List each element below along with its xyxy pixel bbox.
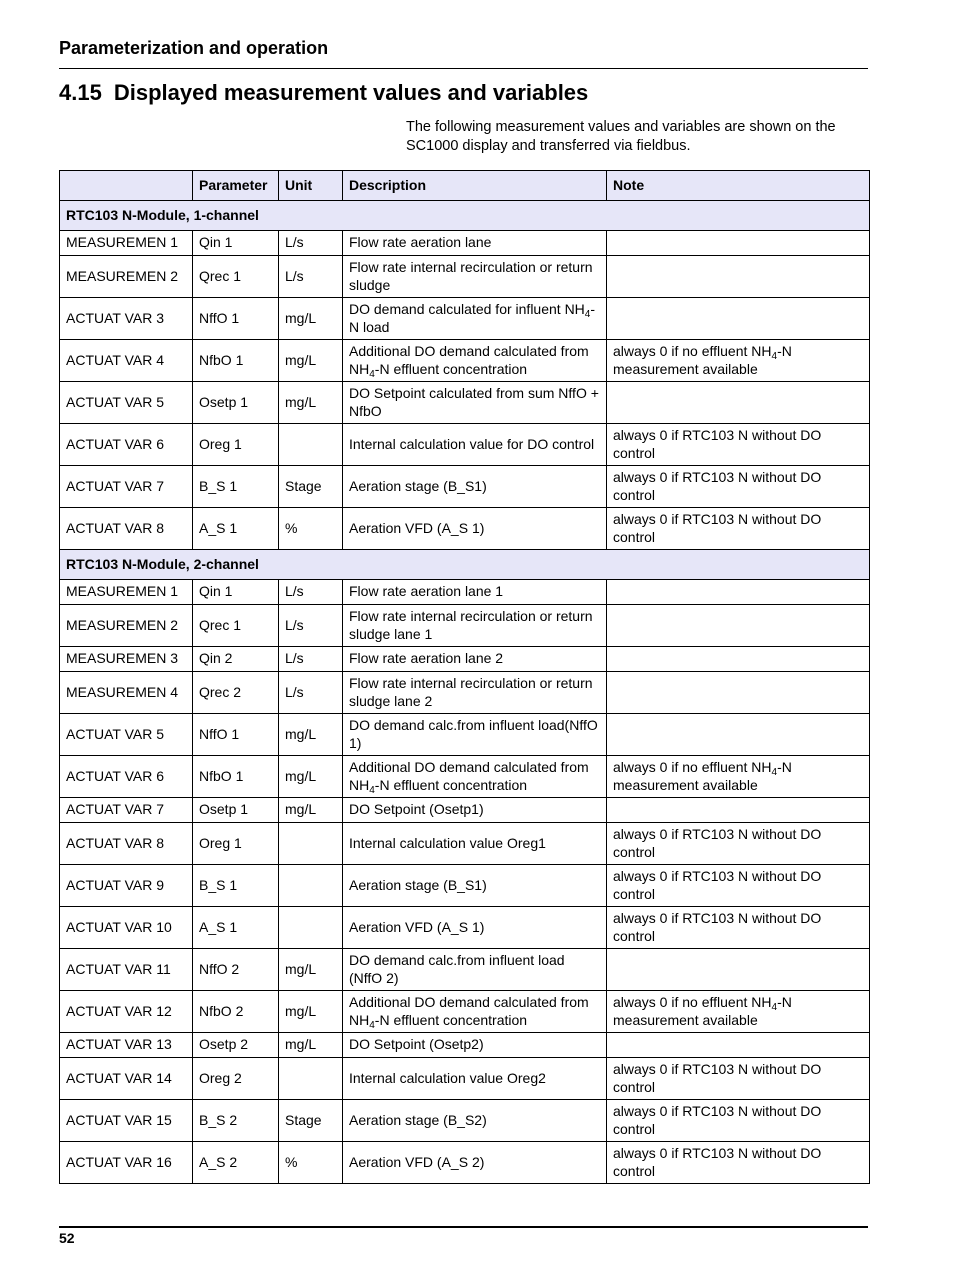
- running-header: Parameterization and operation: [59, 38, 329, 58]
- section-number: 4.15: [59, 80, 102, 105]
- cell-unit: [279, 424, 343, 466]
- cell-parameter: Osetp 1: [193, 382, 279, 424]
- cell-parameter: A_S 1: [193, 508, 279, 550]
- table-row: [60, 647, 870, 672]
- cell-parameter: A_S 2: [193, 1142, 279, 1184]
- table-row: [60, 580, 870, 605]
- cell-unit: mg/L: [279, 798, 343, 823]
- cell-description: Aeration VFD (A_S 2): [343, 1142, 607, 1184]
- cell-note: [607, 714, 870, 756]
- cell-parameter: NffO 1: [193, 298, 279, 340]
- cell-name: ACTUAT VAR 4: [60, 340, 193, 382]
- cell-parameter: Qin 1: [193, 580, 279, 605]
- table-row: [60, 1142, 870, 1184]
- cell-unit: mg/L: [279, 756, 343, 798]
- table-row: [60, 340, 870, 382]
- table-row: [60, 466, 870, 508]
- cell-note: always 0 if RTC103 N without DO control: [607, 424, 870, 466]
- cell-name: MEASUREMEN 2: [60, 605, 193, 647]
- cell-description: Additional DO demand calculated from $NH_4-N$ effluent concentration: [343, 340, 607, 382]
- cell-name: ACTUAT VAR 10: [60, 907, 193, 949]
- cell-note: always 0 if no effluent $NH_4-N$ measurement available: [607, 340, 870, 382]
- cell-description: Flow rate internal recirculation or return sludge lane 1: [343, 605, 607, 647]
- cell-unit: mg/L: [279, 714, 343, 756]
- table-row: [60, 907, 870, 949]
- table-header-row: [60, 171, 870, 201]
- cell-name: ACTUAT VAR 8: [60, 823, 193, 865]
- cell-note: [607, 382, 870, 424]
- header-cell-parameter: Parameter: [193, 171, 279, 201]
- cell-parameter: A_S 1: [193, 907, 279, 949]
- cell-note: [607, 798, 870, 823]
- cell-note: always 0 if no effluent $NH_4-N$ measurement available: [607, 756, 870, 798]
- group-title: RTC103 N-Module, 1-channel: [60, 201, 870, 231]
- cell-unit: Stage: [279, 1100, 343, 1142]
- footer-divider: [59, 1226, 868, 1228]
- parameter-table: [59, 170, 870, 1184]
- cell-parameter: Oreg 1: [193, 823, 279, 865]
- cell-note: always 0 if RTC103 N without DO control: [607, 1100, 870, 1142]
- table-row: [60, 508, 870, 550]
- table-row: [60, 823, 870, 865]
- table-row: [60, 605, 870, 647]
- table-row: [60, 949, 870, 991]
- cell-unit: L/s: [279, 672, 343, 714]
- group-header-row: [60, 201, 870, 231]
- cell-unit: mg/L: [279, 949, 343, 991]
- cell-unit: mg/L: [279, 340, 343, 382]
- cell-name: ACTUAT VAR 16: [60, 1142, 193, 1184]
- cell-note: [607, 1033, 870, 1058]
- cell-description: DO demand calculated for influent $NH_4-N$ load: [343, 298, 607, 340]
- header-cell-description: Description: [343, 171, 607, 201]
- cell-name: MEASUREMEN 1: [60, 580, 193, 605]
- cell-unit: L/s: [279, 647, 343, 672]
- cell-name: ACTUAT VAR 9: [60, 865, 193, 907]
- cell-parameter: NfbO 1: [193, 340, 279, 382]
- cell-name: ACTUAT VAR 6: [60, 756, 193, 798]
- cell-parameter: B_S 2: [193, 1100, 279, 1142]
- cell-note: [607, 256, 870, 298]
- cell-unit: Stage: [279, 466, 343, 508]
- cell-parameter: Oreg 1: [193, 424, 279, 466]
- cell-name: ACTUAT VAR 5: [60, 714, 193, 756]
- section-title-text: Displayed measurement values and variables: [113, 80, 589, 105]
- cell-unit: [279, 865, 343, 907]
- header-cell-note: Note: [607, 171, 870, 201]
- group-title: RTC103 N-Module, 2-channel: [60, 550, 870, 580]
- cell-description: DO demand calc.from influent load (NffO 2): [343, 949, 607, 991]
- cell-description: Flow rate aeration lane: [343, 231, 607, 256]
- cell-parameter: Qrec 2: [193, 672, 279, 714]
- cell-note: always 0 if RTC103 N without DO control: [607, 865, 870, 907]
- header-cell-name: [60, 171, 193, 201]
- cell-name: MEASUREMEN 4: [60, 672, 193, 714]
- cell-parameter: Qrec 1: [193, 605, 279, 647]
- cell-description: Flow rate aeration lane 1: [343, 580, 607, 605]
- cell-name: ACTUAT VAR 7: [60, 466, 193, 508]
- table-body: [60, 201, 870, 1184]
- cell-parameter: Qin 1: [193, 231, 279, 256]
- cell-description: Flow rate internal recirculation or return sludge lane 2: [343, 672, 607, 714]
- cell-description: Additional DO demand calculated from $NH_4-N$ effluent concentration: [343, 756, 607, 798]
- cell-description: DO demand calc.from influent load(NffO 1): [343, 714, 607, 756]
- cell-name: ACTUAT VAR 5: [60, 382, 193, 424]
- cell-description: Additional DO demand calculated from $NH_4-N$ effluent concentration: [343, 991, 607, 1033]
- cell-parameter: NffO 2: [193, 949, 279, 991]
- cell-unit: mg/L: [279, 298, 343, 340]
- table-row: [60, 865, 870, 907]
- cell-unit: L/s: [279, 580, 343, 605]
- group-header-row: [60, 550, 870, 580]
- cell-unit: %: [279, 1142, 343, 1184]
- cell-description: Aeration stage (B_S1): [343, 865, 607, 907]
- intro-paragraph: The following measurement values and variables are shown on the SC1000 display and transferred via fieldbus.: [406, 119, 836, 154]
- cell-name: MEASUREMEN 1: [60, 231, 193, 256]
- cell-unit: mg/L: [279, 991, 343, 1033]
- cell-unit: mg/L: [279, 382, 343, 424]
- cell-parameter: Osetp 1: [193, 798, 279, 823]
- cell-description: Internal calculation value for DO control: [343, 424, 607, 466]
- section-title: [59, 80, 588, 106]
- cell-name: ACTUAT VAR 3: [60, 298, 193, 340]
- cell-note: always 0 if RTC103 N without DO control: [607, 466, 870, 508]
- cell-note: always 0 if no effluent $NH_4-N$ measurement available: [607, 991, 870, 1033]
- table-row: [60, 798, 870, 823]
- table-row: [60, 1033, 870, 1058]
- cell-description: Internal calculation value Oreg2: [343, 1058, 607, 1100]
- cell-parameter: Qrec 1: [193, 256, 279, 298]
- cell-name: ACTUAT VAR 15: [60, 1100, 193, 1142]
- page-number: 52: [59, 1230, 75, 1246]
- header-cell-unit: Unit: [279, 171, 343, 201]
- cell-description: Flow rate internal recirculation or return sludge: [343, 256, 607, 298]
- cell-unit: %: [279, 508, 343, 550]
- table-row: [60, 672, 870, 714]
- table-row: [60, 298, 870, 340]
- cell-description: Aeration stage (B_S2): [343, 1100, 607, 1142]
- table-row: [60, 424, 870, 466]
- cell-note: always 0 if RTC103 N without DO control: [607, 907, 870, 949]
- cell-name: ACTUAT VAR 8: [60, 508, 193, 550]
- cell-name: ACTUAT VAR 7: [60, 798, 193, 823]
- cell-note: [607, 298, 870, 340]
- cell-parameter: NfbO 2: [193, 991, 279, 1033]
- cell-parameter: B_S 1: [193, 865, 279, 907]
- table-row: [60, 714, 870, 756]
- cell-description: Internal calculation value Oreg1: [343, 823, 607, 865]
- cell-parameter: NfbO 1: [193, 756, 279, 798]
- cell-name: ACTUAT VAR 13: [60, 1033, 193, 1058]
- cell-note: [607, 580, 870, 605]
- table-row: [60, 231, 870, 256]
- cell-note: always 0 if RTC103 N without DO control: [607, 508, 870, 550]
- cell-name: ACTUAT VAR 11: [60, 949, 193, 991]
- cell-unit: [279, 907, 343, 949]
- cell-description: Aeration stage (B_S1): [343, 466, 607, 508]
- cell-name: ACTUAT VAR 12: [60, 991, 193, 1033]
- cell-unit: L/s: [279, 231, 343, 256]
- cell-note: always 0 if RTC103 N without DO control: [607, 823, 870, 865]
- cell-unit: L/s: [279, 605, 343, 647]
- table-row: [60, 1058, 870, 1100]
- cell-unit: mg/L: [279, 1033, 343, 1058]
- cell-description: DO Setpoint (Osetp2): [343, 1033, 607, 1058]
- table-row: [60, 382, 870, 424]
- cell-name: ACTUAT VAR 14: [60, 1058, 193, 1100]
- cell-note: [607, 647, 870, 672]
- cell-name: ACTUAT VAR 6: [60, 424, 193, 466]
- cell-parameter: Oreg 2: [193, 1058, 279, 1100]
- cell-description: DO Setpoint (Osetp1): [343, 798, 607, 823]
- cell-description: Aeration VFD (A_S 1): [343, 508, 607, 550]
- cell-unit: [279, 823, 343, 865]
- table-row: [60, 756, 870, 798]
- cell-name: MEASUREMEN 2: [60, 256, 193, 298]
- cell-note: always 0 if RTC103 N without DO control: [607, 1142, 870, 1184]
- cell-description: Flow rate aeration lane 2: [343, 647, 607, 672]
- cell-parameter: Qin 2: [193, 647, 279, 672]
- cell-note: [607, 605, 870, 647]
- cell-name: MEASUREMEN 3: [60, 647, 193, 672]
- table-row: [60, 991, 870, 1033]
- cell-description: Aeration VFD (A_S 1): [343, 907, 607, 949]
- cell-note: always 0 if RTC103 N without DO control: [607, 1058, 870, 1100]
- cell-note: [607, 231, 870, 256]
- cell-note: [607, 672, 870, 714]
- cell-description: DO Setpoint calculated from sum NffO + NfbO: [343, 382, 607, 424]
- cell-parameter: NffO 1: [193, 714, 279, 756]
- cell-parameter: Osetp 2: [193, 1033, 279, 1058]
- cell-note: [607, 949, 870, 991]
- table-row: [60, 1100, 870, 1142]
- cell-unit: L/s: [279, 256, 343, 298]
- table-row: [60, 256, 870, 298]
- cell-parameter: B_S 1: [193, 466, 279, 508]
- header-divider: [59, 68, 868, 69]
- cell-unit: [279, 1058, 343, 1100]
